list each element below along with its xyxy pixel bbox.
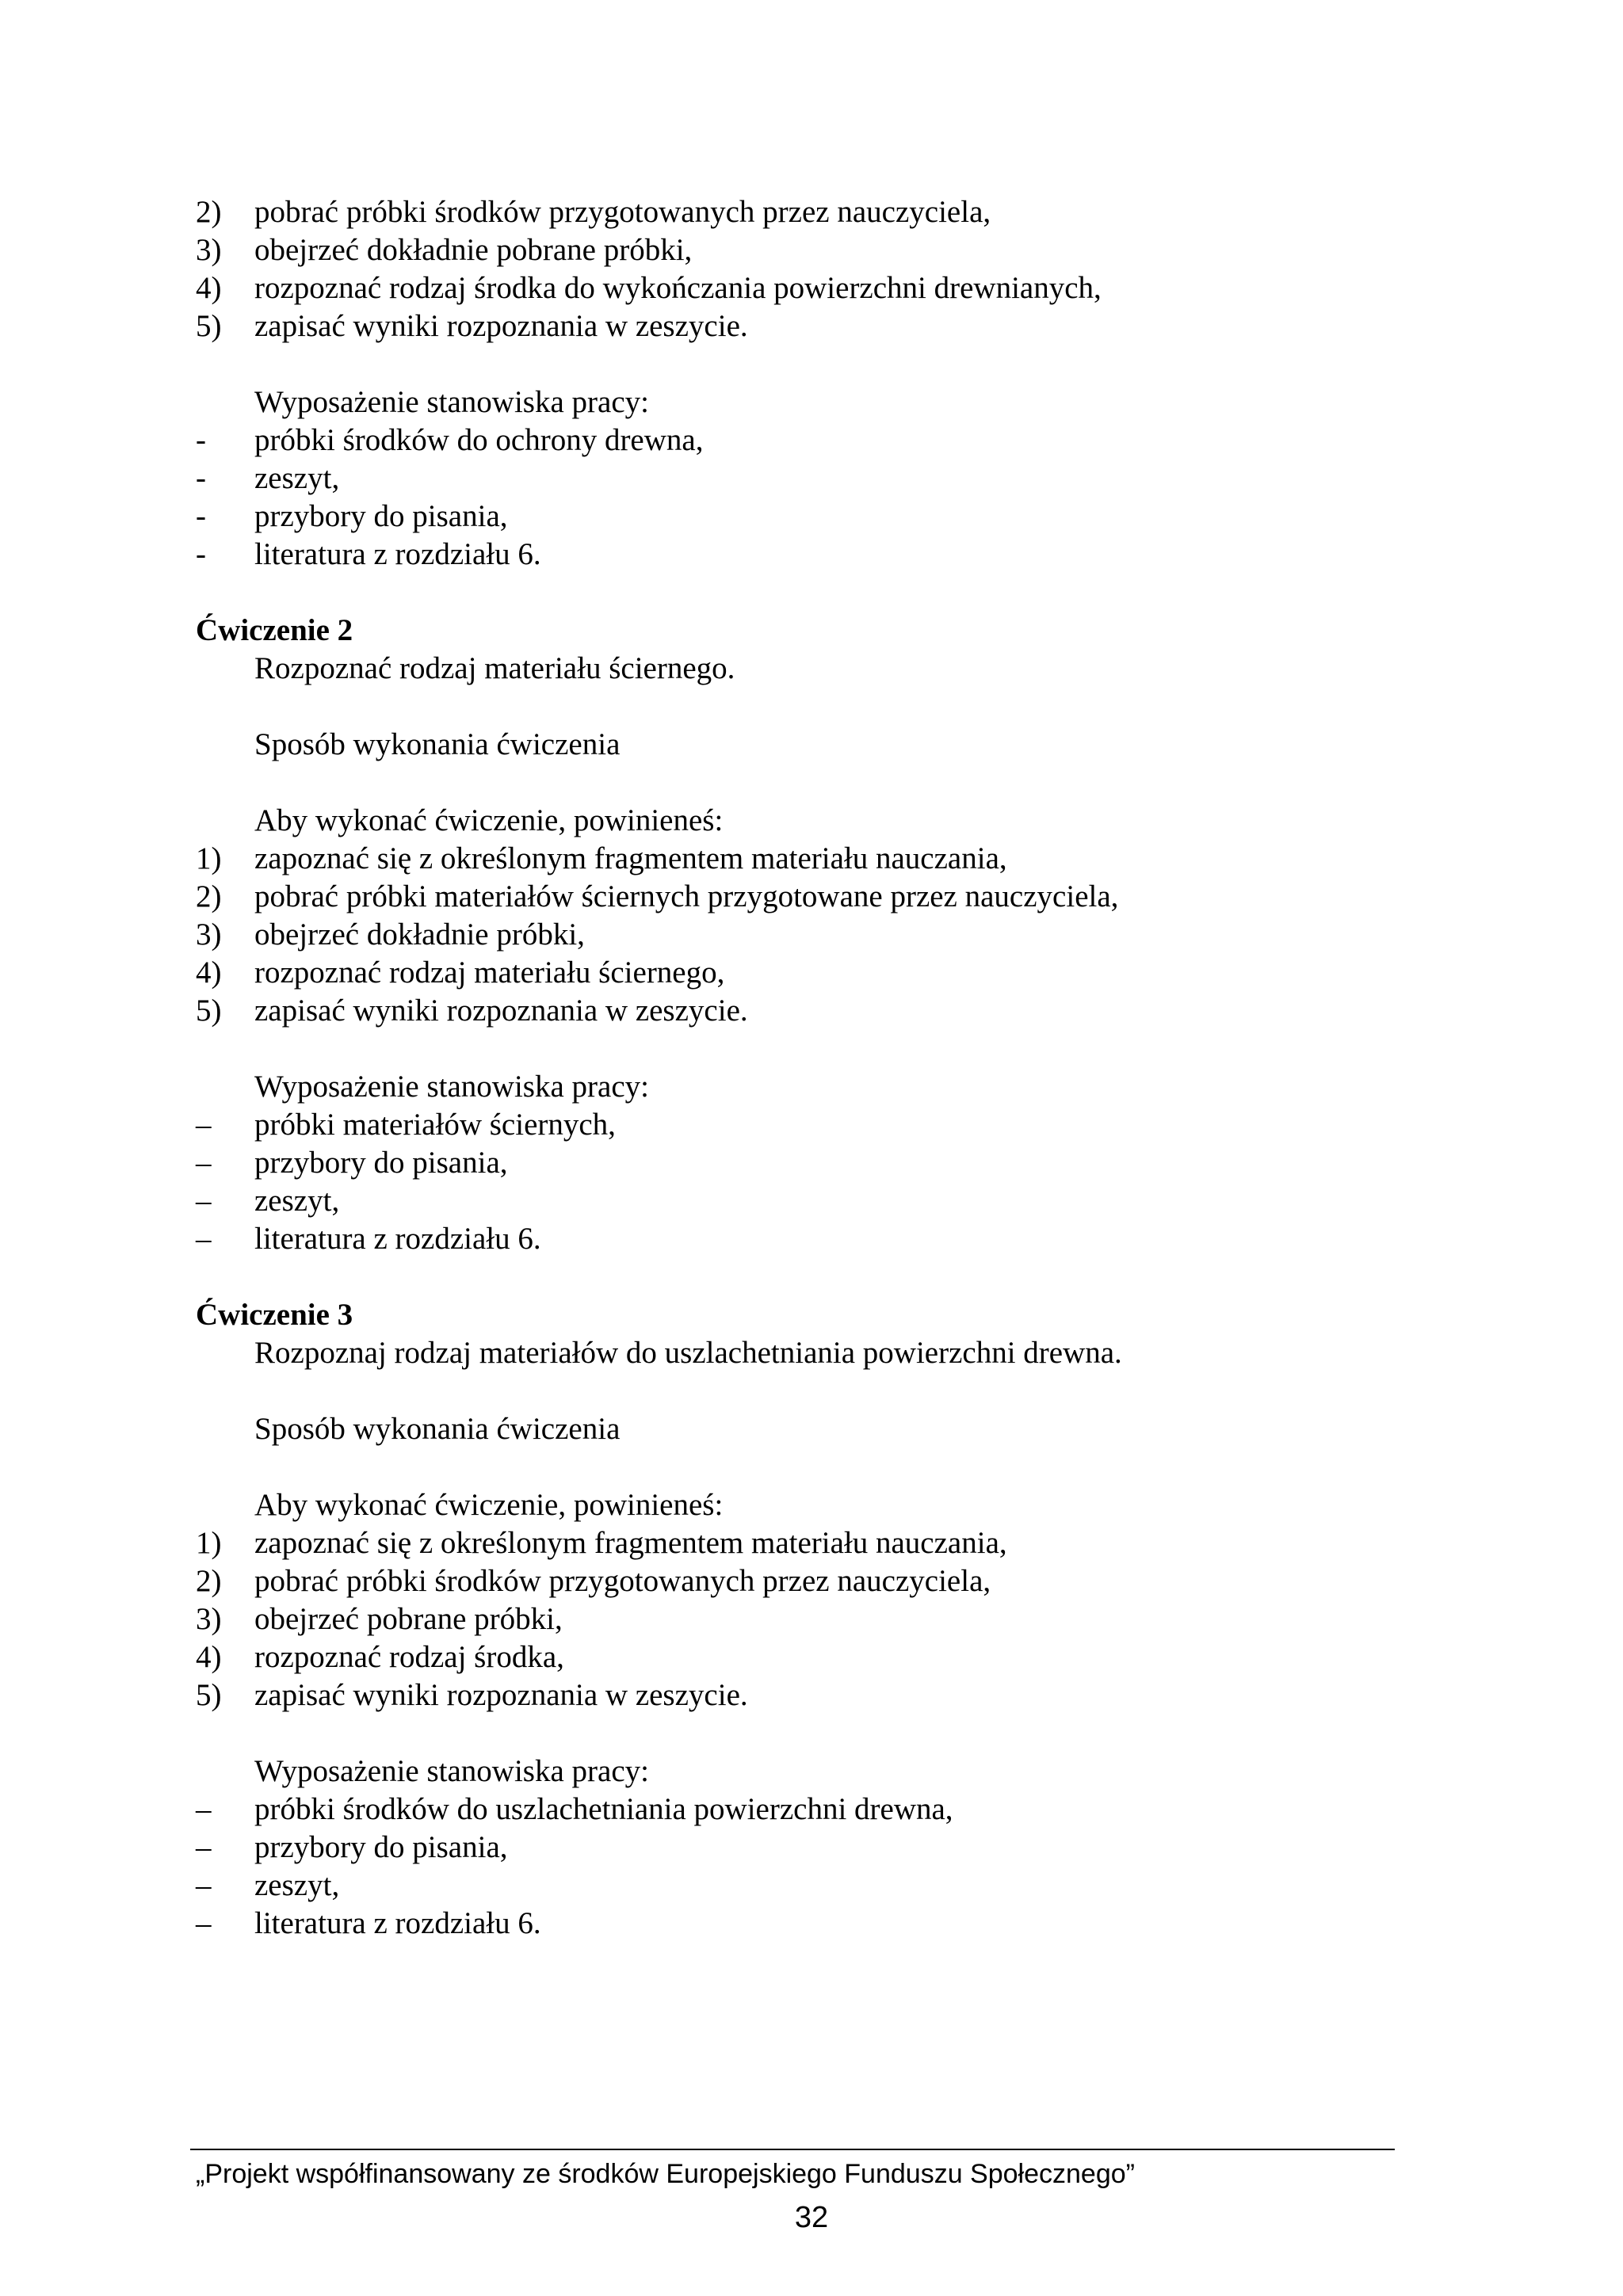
list-item-marker: - (196, 499, 206, 533)
list-item (196, 992, 1400, 1030)
list-item-marker: 4) (196, 271, 222, 305)
method-label-row (196, 726, 1400, 764)
list-item (196, 954, 1400, 992)
page-number: 32 (794, 2201, 829, 2234)
steps-intro: Aby wykonać ćwiczenie, powinieneś: (254, 1488, 724, 1522)
page-content (196, 193, 1400, 1943)
list-item (196, 460, 1400, 498)
list-item-marker: 4) (196, 1640, 222, 1674)
method-label-row (196, 1410, 1400, 1448)
list-item-marker: – (196, 1868, 212, 1902)
list-item-text: przybory do pisania, (254, 1146, 508, 1180)
equipment-label: Wyposażenie stanowiska pracy: (254, 385, 649, 419)
list-item-text: próbki materiałów ściernych, (254, 1108, 616, 1142)
equipment-label-row (196, 1068, 1400, 1106)
list-item-marker: 4) (196, 955, 222, 990)
exercise-task-row (196, 650, 1400, 688)
spacer (196, 574, 1400, 612)
list-item (196, 1524, 1400, 1562)
list-item (196, 1600, 1400, 1638)
list-item-marker: - (196, 537, 206, 571)
list-item (196, 916, 1400, 954)
list-item-marker: – (196, 1184, 212, 1218)
spacer (196, 1030, 1400, 1068)
list-item-marker: - (196, 461, 206, 495)
list-item (196, 1676, 1400, 1714)
list-item-text: pobrać próbki materiałów ściernych przygotowane przez nauczyciela, (254, 879, 1119, 913)
list-item (196, 1829, 1400, 1867)
list-item-marker: 5) (196, 309, 222, 343)
list-item-marker: – (196, 1108, 212, 1142)
list-item-text: rozpoznać rodzaj materiału ściernego, (254, 955, 725, 990)
equipment-label: Wyposażenie stanowiska pracy: (254, 1070, 649, 1104)
spacer (196, 345, 1400, 383)
exercise-task-row (196, 1334, 1400, 1372)
list-item-text: przybory do pisania, (254, 499, 508, 533)
exercise-task: Rozpoznać rodzaj materiału ściernego. (254, 651, 735, 685)
list-item (196, 231, 1400, 269)
list-item-text: literatura z rozdziału 6. (254, 1906, 541, 1940)
list-item-marker: - (196, 423, 206, 457)
list-item-marker: 3) (196, 233, 222, 267)
list-item (196, 1791, 1400, 1829)
steps-intro-row (196, 1486, 1400, 1524)
spacer (196, 1714, 1400, 1753)
list-item-marker: 5) (196, 1678, 222, 1712)
exercise-heading-row (196, 612, 1400, 650)
list-item-marker: – (196, 1222, 212, 1256)
list-item-marker: 3) (196, 917, 222, 952)
list-item-text: próbki środków do uszlachetniania powierzchni drewna, (254, 1792, 953, 1826)
steps-intro-row (196, 802, 1400, 840)
exercise-heading: Ćwiczenie 2 (196, 613, 353, 647)
list-item (196, 193, 1400, 231)
list-item-marker: 1) (196, 1526, 222, 1560)
list-item (196, 1638, 1400, 1676)
list-item-text: zapoznać się z określonym fragmentem materiału nauczania, (254, 841, 1007, 875)
list-item-text: zapisać wyniki rozpoznania w zeszycie. (254, 1678, 748, 1712)
list-item (196, 1182, 1400, 1220)
spacer (196, 1258, 1400, 1296)
list-item-text: obejrzeć dokładnie pobrane próbki, (254, 233, 693, 267)
list-item (196, 536, 1400, 574)
intro-steps-list (196, 193, 1400, 345)
list-item-text: pobrać próbki środków przygotowanych przez nauczyciela, (254, 1564, 991, 1598)
list-item-marker: 5) (196, 994, 222, 1028)
list-item-text: pobrać próbki środków przygotowanych przez nauczyciela, (254, 195, 991, 229)
list-item (196, 1562, 1400, 1600)
footer-divider (190, 2149, 1395, 2150)
exercise-heading: Ćwiczenie 3 (196, 1298, 353, 1332)
list-item-text: zeszyt, (254, 461, 340, 495)
list-item-text: rozpoznać rodzaj środka, (254, 1640, 564, 1674)
list-item (196, 421, 1400, 460)
list-item (196, 840, 1400, 878)
list-item (196, 307, 1400, 345)
footer-text: „Projekt współfinansowany ze środków Europejskiego Funduszu Społecznego” (196, 2159, 1135, 2189)
spacer (196, 688, 1400, 726)
list-item-text: próbki środków do ochrony drewna, (254, 423, 704, 457)
exercise-heading-row (196, 1296, 1400, 1334)
method-label: Sposób wykonania ćwiczenia (254, 727, 621, 761)
list-item-marker: 3) (196, 1602, 222, 1636)
list-item-text: literatura z rozdziału 6. (254, 537, 541, 571)
list-item (196, 1220, 1400, 1258)
list-item-text: zeszyt, (254, 1868, 340, 1902)
list-item (196, 878, 1400, 916)
list-item-marker: 2) (196, 195, 222, 229)
list-item (196, 1905, 1400, 1943)
equipment-label-row (196, 383, 1400, 421)
list-item-marker: – (196, 1906, 212, 1940)
exercise-2-section (196, 612, 1400, 1258)
intro-equipment-section (196, 383, 1400, 574)
list-item-text: zeszyt, (254, 1184, 340, 1218)
list-item-text: zapoznać się z określonym fragmentem materiału nauczania, (254, 1526, 1007, 1560)
method-label: Sposób wykonania ćwiczenia (254, 1412, 621, 1446)
list-item-text: rozpoznać rodzaj środka do wykończania powierzchni drewnianych, (254, 271, 1102, 305)
list-item-text: literatura z rozdziału 6. (254, 1222, 541, 1256)
equipment-label: Wyposażenie stanowiska pracy: (254, 1754, 649, 1788)
list-item-text: zapisać wyniki rozpoznania w zeszycie. (254, 309, 748, 343)
list-item-text: obejrzeć dokładnie próbki, (254, 917, 585, 952)
list-item (196, 1867, 1400, 1905)
list-item-marker: – (196, 1146, 212, 1180)
list-item-marker: 1) (196, 841, 222, 875)
list-item (196, 269, 1400, 307)
exercise-3-section (196, 1296, 1400, 1943)
list-item-marker: – (196, 1792, 212, 1826)
spacer (196, 1372, 1400, 1410)
list-item-text: przybory do pisania, (254, 1830, 508, 1864)
exercise-task: Rozpoznaj rodzaj materiałów do uszlachetniania powierzchni drewna. (254, 1336, 1122, 1370)
list-item (196, 1144, 1400, 1182)
list-item-text: zapisać wyniki rozpoznania w zeszycie. (254, 994, 748, 1028)
spacer (196, 1448, 1400, 1486)
steps-intro: Aby wykonać ćwiczenie, powinieneś: (254, 803, 724, 837)
spacer (196, 764, 1400, 802)
list-item-marker: 2) (196, 879, 222, 913)
list-item-marker: – (196, 1830, 212, 1864)
list-item-marker: 2) (196, 1564, 222, 1598)
list-item-text: obejrzeć pobrane próbki, (254, 1602, 563, 1636)
list-item (196, 498, 1400, 536)
list-item (196, 1106, 1400, 1144)
equipment-label-row (196, 1753, 1400, 1791)
